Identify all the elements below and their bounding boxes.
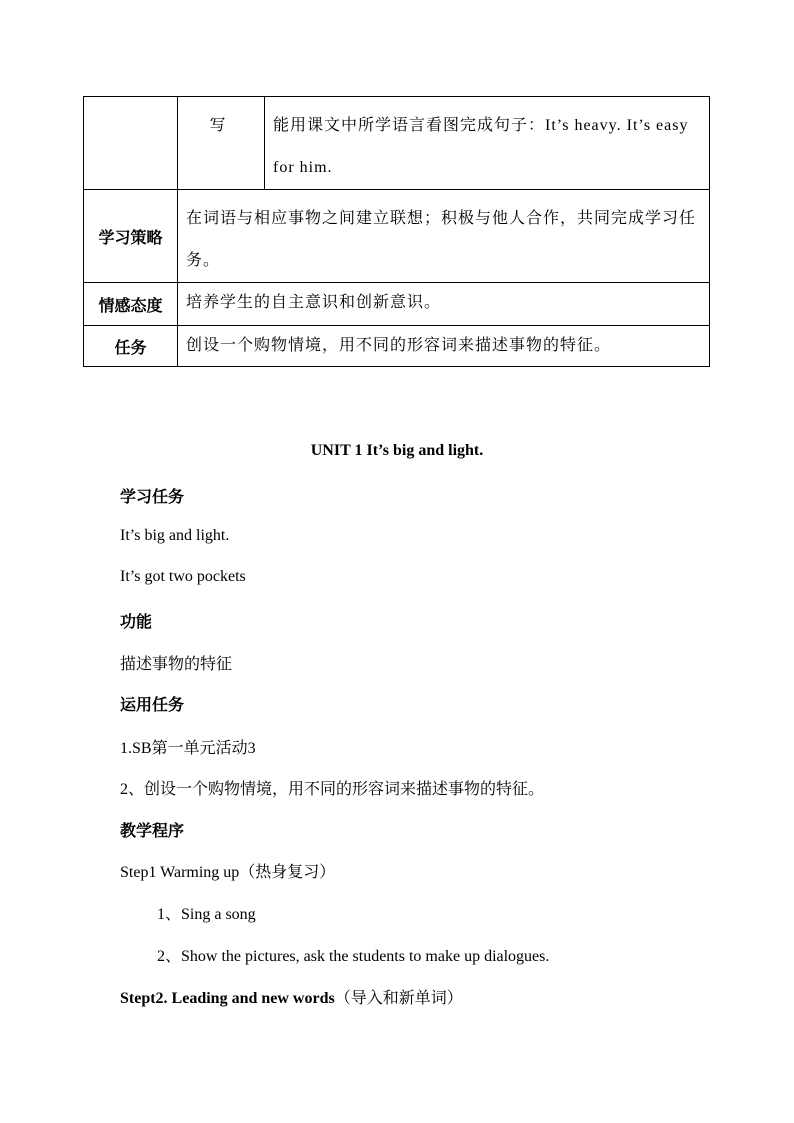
step1-item-1: 1、Sing a song [157,906,256,923]
task-label: 任务 [84,326,178,367]
attitude-label: 情感态度 [84,283,178,326]
target-sentence-2: It’s got two pockets [120,568,246,585]
strategy-label: 学习策略 [84,190,178,283]
step2-subtitle: （导入和新单词） [334,990,463,1007]
step2-heading [120,985,463,1008]
learning-tasks-heading: 学习任务 [120,489,185,506]
task-cell [178,326,710,367]
lesson-plan-table [83,96,710,367]
table-row-task [84,326,710,367]
procedure-heading: 教学程序 [120,823,185,840]
attitude-text: 培养学生的自主意识和创新意识。 [186,294,442,311]
table-row-write [84,97,710,190]
empty-cell [84,97,178,190]
step2-title: Stept2. Leading and new words [120,990,335,1007]
skill-write-label: 写 [209,117,227,134]
function-heading: 功能 [120,614,153,631]
application-item-2: 2、创设一个购物情境，用不同的形容词来描述事物的特征。 [120,781,545,798]
skill-cell [178,97,265,190]
application-heading: 运用任务 [120,697,185,714]
unit-title: UNIT 1 It’s big and light. [310,442,484,459]
skill-write-description: 能用课文中所学语言看图完成句子：It’s heavy. It’s easy for him. [273,117,689,176]
step1-item-2: 2、Show the pictures, ask the students to make up dialogues. [157,948,550,965]
function-text: 描述事物的特征 [120,656,233,673]
task-text: 创设一个购物情境，用不同的形容词来描述事物的特征。 [186,337,612,354]
strategy-text: 在词语与相应事物之间建立联想；积极与他人合作，共同完成学习任务。 [186,210,697,269]
application-item-1: 1.SB第一单元活动3 [120,740,256,757]
skill-description-cell [265,97,710,190]
table-row-strategy [84,190,710,283]
step1-heading: Step1 Warming up（热身复习） [120,864,336,881]
target-sentence-1: It’s big and light. [120,527,230,544]
attitude-cell [178,283,710,326]
table-row-attitude [84,283,710,326]
strategy-cell [178,190,710,283]
